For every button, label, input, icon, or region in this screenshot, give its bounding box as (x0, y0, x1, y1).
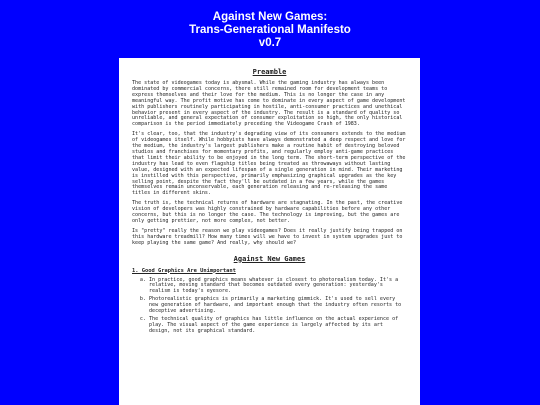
page-version: v0.7 (258, 37, 282, 49)
list-item: b. Photorealistic graphics is primarily a marketing gimmick. It's used to sell every new generation of hardware, and important enough that the industry often resorts to deceptive advertising. (149, 297, 407, 315)
page-header (0, 0, 540, 59)
preamble-heading: Preamble (252, 68, 287, 76)
list-item: c. The technical quality of graphics has little influence on the actual experience of play. The visual aspect of the game experience is largely affected by its art design, not its graphical standard. (149, 317, 407, 335)
against-new-games-heading: Against New Games (233, 254, 306, 263)
section-1-title: 1. Good Graphics Are Unimportant (132, 267, 236, 274)
preamble-paragraph-3: The truth is, the technical returns of hardware are stagnating. In the past, the creative vision of developers was highly constrained by hardware capabilities before any other concerns, but this is no longer the case. The technology is improving, but the games are only getting prettier, not more complex, not better. (132, 200, 403, 224)
page-title-line1: Against New Games: (212, 11, 328, 23)
page-title-line2: Trans-Generational Manifesto (189, 24, 351, 36)
document-body (119, 58, 420, 405)
list-item: a. In practice, good graphics means whatever is closest to photorealism today. It's a relative, moving standard that becomes outdated every generation: yesterday's realism is today's eyesore. (149, 278, 407, 296)
preamble-paragraph-2: It's clear, too, that the industry's degrading view of its consumers extends to the medium of videogames itself. While hobbyists have always demonstrated a deep respect and love for the medium, the industry's largest publishers make a routine habit of destroying beloved studios and franchises for momentary profits, and regularly employ anti-game practices that limit their ability to be enjoyed in the long term. The short-term perspective of the industry has lead to even flagship titles being treated as throwaways without lasting value, designed with an expected lifespan of a single generation in mind. Their marketing is instilled with this perspective, primarily emphasizing graphical upgrades as the key selling point, despite the fact they'll be outdated in a few years, while the games themselves remain unconservable, each generation releasing and re-releasing the same titles in different skins. (132, 131, 406, 197)
preamble-paragraph-1: The state of videogames today is abysmal. While the gaming industry has always been dominated by commercial concerns, there still remained room for development teams to express themselves and their love for the medium. This is no longer the case in any meaningful way. The profit motive has come to dominate in every aspect of game development with publishers routinely participating in hostile, anti-consumer practices and unethical behavior present in every aspect of the industry. The result is a standard of quality so unreliable, and general expectation of consumer exploitation so high, the only historical comparison is the period immediately preceding the Videogame Crash of 1983. (132, 80, 406, 128)
preamble-paragraph-4: Is "pretty" really the reason we play videogames? Does it really justify being trapped on this hardware treadmill? How many times will we have to invest in system upgrades just to keep playing the same game? And really, why should we? (132, 227, 403, 246)
section-1-list (132, 278, 407, 335)
